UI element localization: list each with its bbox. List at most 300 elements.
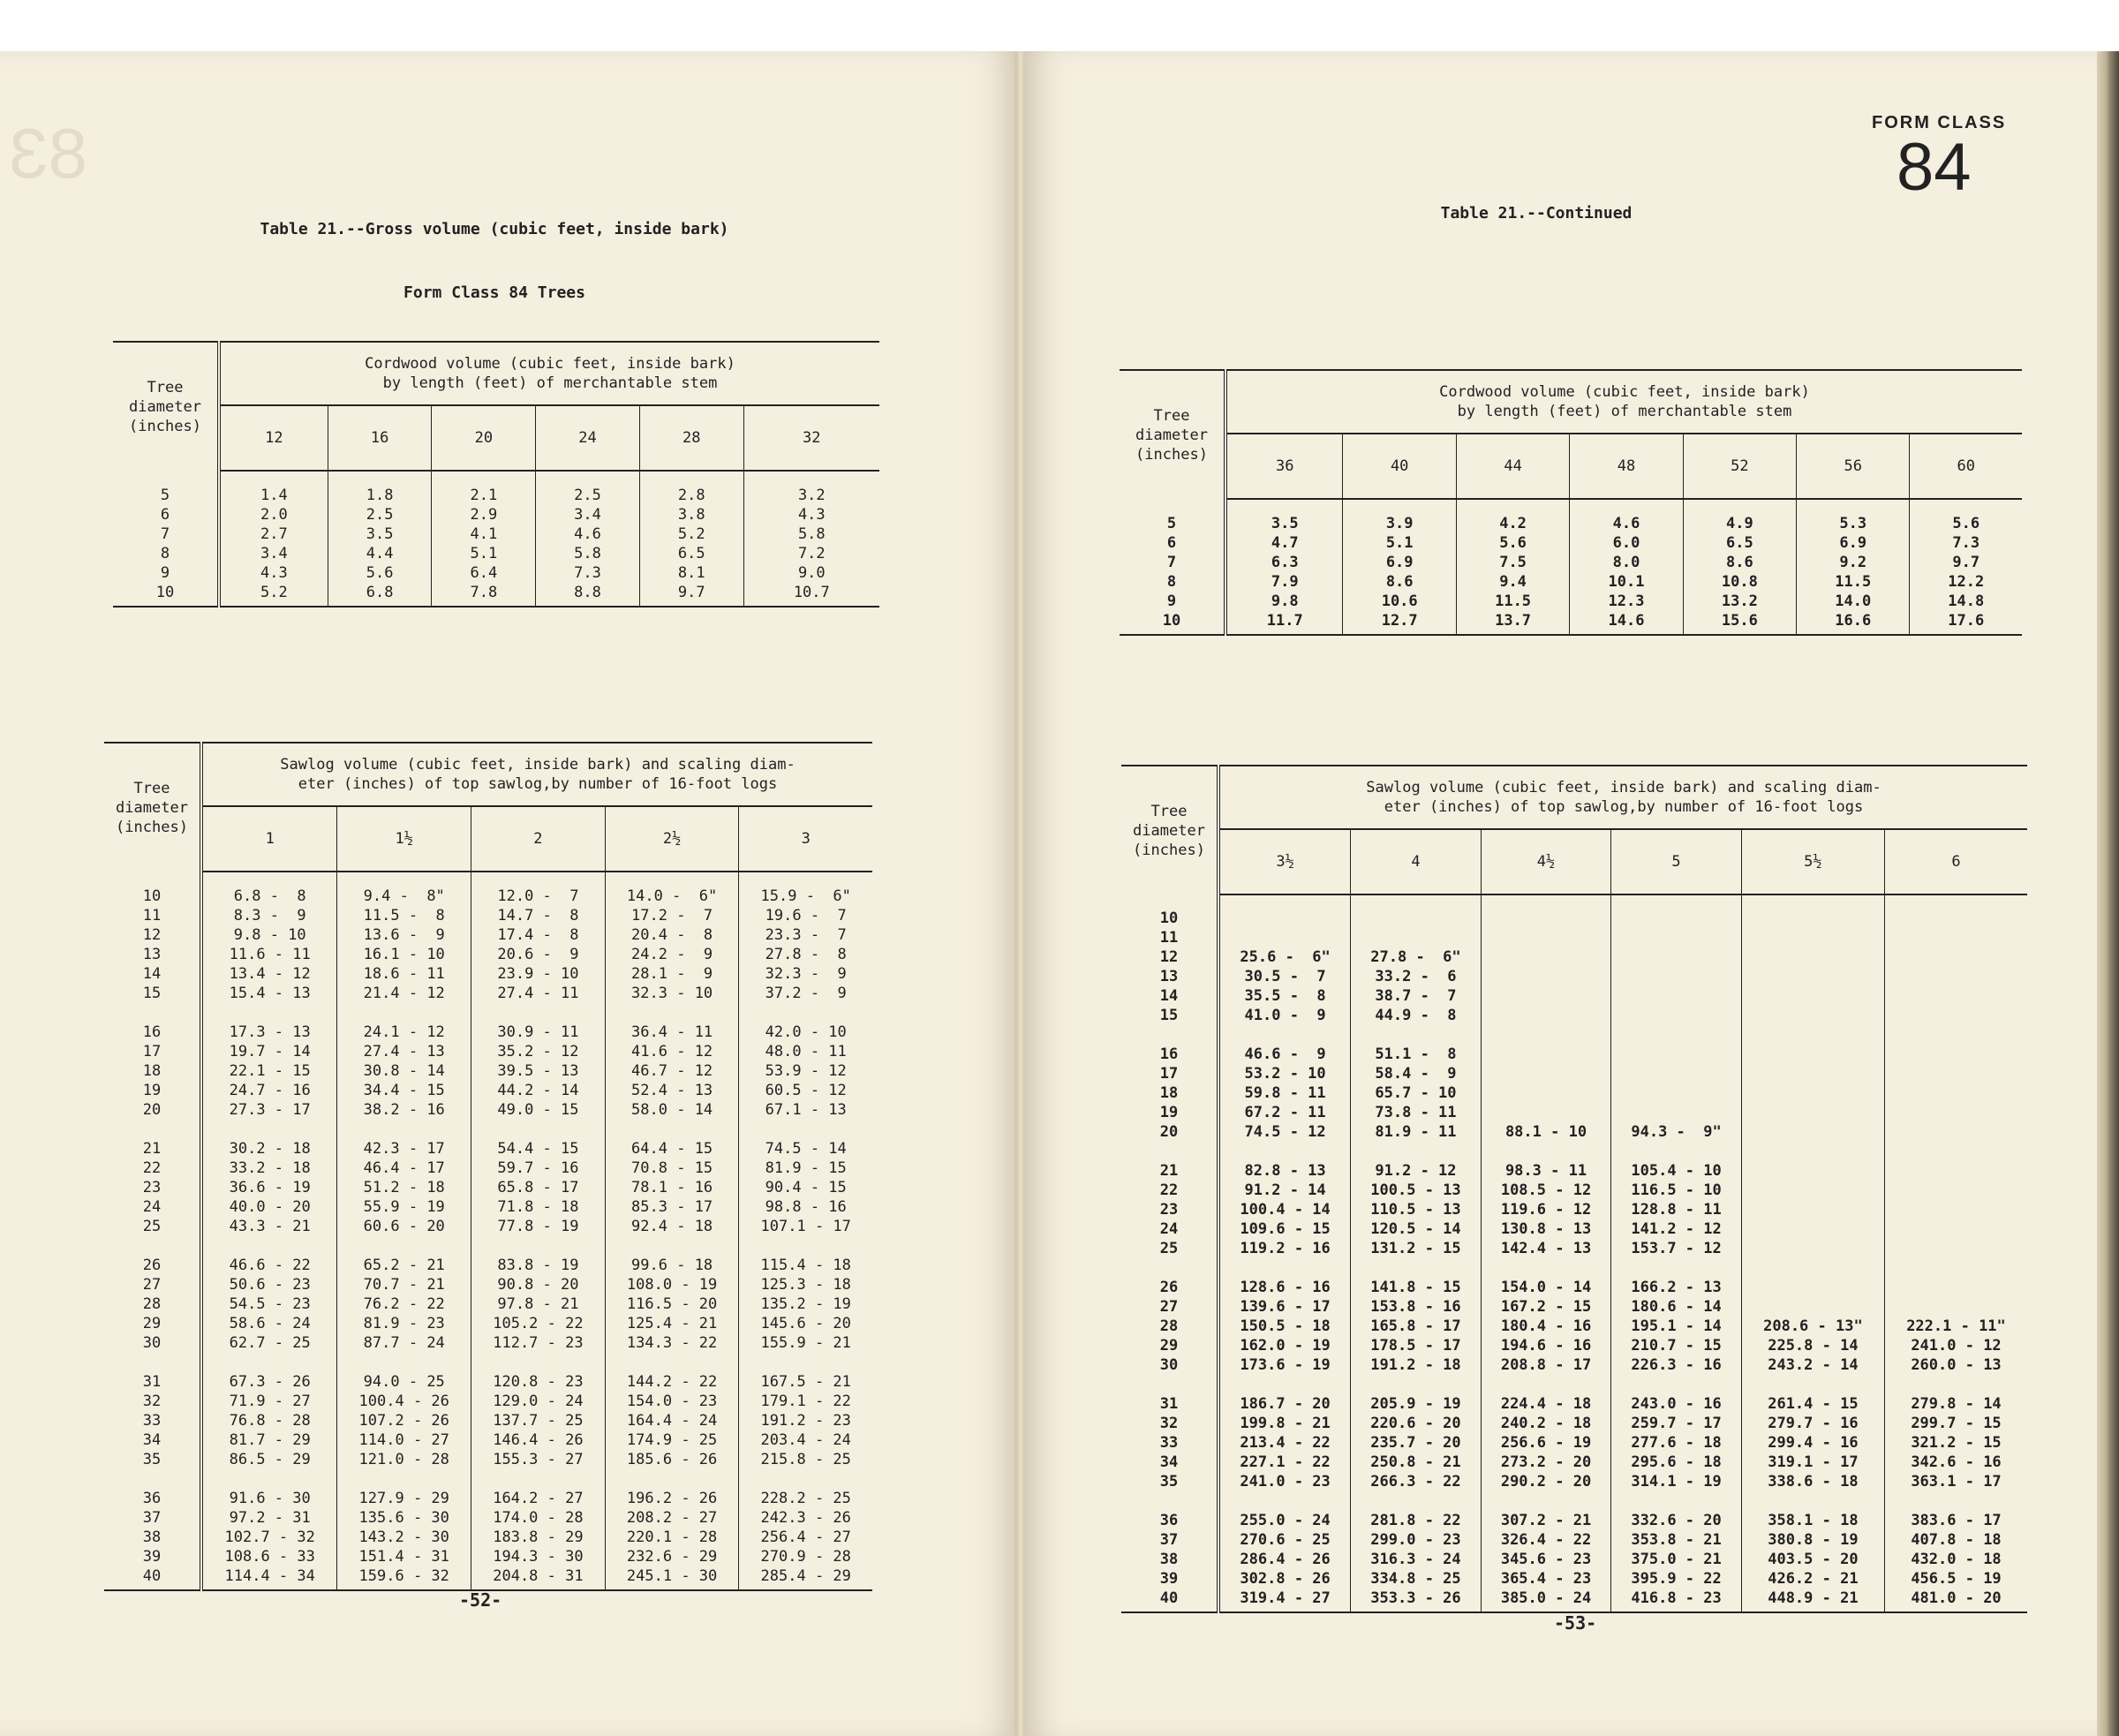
volume-cell: 162.0 - 19 [1240,1337,1331,1355]
column-header: 28 [639,405,743,471]
volume-cell: 97.8 - 21 [471,1294,606,1314]
volume-cell [1884,1181,2027,1200]
cordwood-table-right [1120,369,2022,636]
table-row [104,964,872,984]
column-header: 5½ [1741,829,1884,894]
table-row [1121,1025,2027,1064]
diameter-cell: 14 [1121,986,1218,1006]
volume-cell: 6.8 - 8 [233,887,306,905]
column-header: 6 [1884,829,2027,894]
volume-cell: 342.6 - 16 [1884,1453,2027,1472]
table-row [104,1294,872,1314]
volume-cell: 25.6 - 6" [1240,948,1331,966]
volume-cell: 109.6 - 15 [1240,1220,1331,1238]
volume-cell: 83.8 - 19 [471,1236,606,1275]
diameter-header: Tree diameter (inches) [1121,766,1218,894]
volume-cell: 5.6 [1456,533,1569,553]
volume-cell: 7.3 [536,563,640,583]
volume-cell: 24.7 - 16 [229,1082,311,1099]
table-row [104,945,872,964]
volume-cell [1611,1025,1742,1064]
volume-cell: 27.3 - 17 [229,1101,311,1119]
volume-cell: 191.2 - 18 [1351,1355,1482,1375]
volume-cell: 142.4 - 13 [1481,1239,1611,1258]
volume-cell: 9.4 [1456,572,1569,592]
volume-cell: 155.3 - 27 [471,1450,606,1469]
diameter-cell: 9 [1120,592,1225,611]
volume-cell: 232.6 - 29 [605,1547,739,1566]
volume-cell: 243.2 - 14 [1741,1355,1884,1375]
diameter-cell: 30 [1121,1355,1218,1375]
table-row [1120,611,2022,635]
volume-cell: 316.3 - 24 [1351,1550,1482,1569]
column-header: 48 [1570,434,1683,499]
table-title [221,177,768,346]
volume-cell: 94.3 - 9" [1611,1122,1742,1142]
volume-cell: 128.6 - 16 [1240,1279,1331,1296]
volume-cell: 17.6 [1910,611,2022,635]
volume-cell: 426.2 - 21 [1741,1569,1884,1589]
diameter-cell: 11 [1121,928,1218,947]
volume-cell: 196.2 - 26 [605,1469,739,1508]
table-row [104,1100,872,1120]
volume-cell [1741,1025,1884,1064]
volume-cell: 110.5 - 13 [1351,1200,1482,1219]
table-row [104,1430,872,1450]
volume-cell [1741,1122,1884,1142]
volume-cell: 235.7 - 20 [1351,1433,1482,1453]
volume-cell: 186.7 - 20 [1240,1395,1331,1413]
volume-cell: 285.4 - 29 [739,1566,872,1590]
volume-cell: 358.1 - 18 [1741,1491,1884,1530]
volume-cell: 270.9 - 28 [739,1547,872,1566]
volume-cell: 11.5 [1456,592,1569,611]
volume-cell: 19.6 - 7 [739,906,872,925]
volume-cell: 12.0 - 7 [471,872,606,906]
volume-cell: 51.1 - 8 [1351,1025,1482,1064]
diameter-cell: 27 [104,1275,201,1294]
volume-cell [1611,1006,1742,1025]
volume-cell: 9.4 - 8" [337,872,471,906]
table-row [1121,928,2027,947]
column-header: 60 [1910,434,2022,499]
page-number: -53- [1554,1612,1597,1634]
volume-cell: 2.0 [260,506,288,524]
volume-cell: 86.5 - 29 [229,1451,311,1468]
volume-cell: 62.7 - 25 [229,1334,311,1352]
volume-cell: 60.5 - 12 [739,1081,872,1100]
volume-cell: 67.2 - 11 [1244,1104,1326,1121]
volume-cell: 42.0 - 10 [739,1003,872,1042]
volume-cell: 128.8 - 11 [1611,1200,1742,1219]
volume-cell: 6.3 [1271,554,1299,571]
volume-cell: 166.2 - 13 [1611,1258,1742,1297]
volume-cell: 299.4 - 16 [1741,1433,1884,1453]
volume-cell: 255.0 - 24 [1240,1512,1331,1529]
column-header: 1 [201,806,337,872]
volume-cell: 125.4 - 21 [605,1314,739,1333]
volume-cell: 98.3 - 11 [1481,1142,1611,1181]
ghost-mark: 83 [9,114,87,192]
volume-cell [1884,1297,2027,1317]
volume-cell: 279.7 - 16 [1741,1414,1884,1433]
volume-cell: 30.5 - 7 [1244,968,1326,985]
volume-cell: 151.4 - 31 [337,1547,471,1566]
volume-cell [1481,986,1611,1006]
volume-cell: 102.7 - 32 [224,1528,315,1546]
volume-cell: 91.6 - 30 [229,1490,311,1507]
volume-cell: 141.2 - 12 [1611,1219,1742,1239]
volume-cell: 43.3 - 21 [229,1218,311,1235]
column-header: 3½ [1218,829,1351,894]
volume-cell: 144.2 - 22 [605,1353,739,1392]
volume-cell [1884,947,2027,967]
volume-cell: 19.7 - 14 [229,1043,311,1060]
volume-cell: 14.7 - 8 [471,906,606,925]
table-row [104,1411,872,1430]
diameter-cell: 8 [113,544,219,563]
diameter-cell: 31 [1121,1375,1218,1414]
diameter-cell: 7 [1120,553,1225,572]
volume-cell: 15.9 - 6" [739,872,872,906]
volume-cell: 3.8 [639,505,743,525]
volume-cell: 10.1 [1570,572,1683,592]
volume-cell [1741,894,1884,928]
volume-cell [1741,1181,1884,1200]
table-row [104,1159,872,1178]
volume-cell: 154.0 - 14 [1481,1258,1611,1297]
volume-cell: 208.6 - 13" [1741,1317,1884,1336]
table-row [1121,986,2027,1006]
volume-cell: 143.2 - 30 [337,1528,471,1547]
volume-cell: 256.4 - 27 [739,1528,872,1547]
volume-cell: 12.3 [1570,592,1683,611]
volume-cell: 14.6 [1570,611,1683,635]
volume-cell: 27.4 - 11 [471,984,606,1003]
volume-cell: 4.9 [1683,499,1796,533]
volume-cell: 14.0 [1797,592,1910,611]
volume-cell: 220.1 - 28 [605,1528,739,1547]
diameter-cell: 35 [1121,1472,1218,1491]
table-row [104,1333,872,1353]
volume-cell: 222.1 - 11" [1884,1317,2027,1336]
diameter-cell: 25 [1121,1239,1218,1258]
volume-cell: 385.0 - 24 [1481,1589,1611,1612]
volume-cell: 48.0 - 11 [739,1042,872,1061]
volume-cell: 6.5 [639,544,743,563]
volume-cell: 35.5 - 8 [1244,987,1326,1005]
volume-cell: 225.8 - 14 [1741,1336,1884,1355]
table-row [1120,592,2022,611]
diameter-cell: 18 [1121,1083,1218,1103]
form-class-label: FORM CLASS [1872,113,2007,132]
table-row [104,1197,872,1217]
page-number: -52- [459,1589,502,1611]
volume-cell: 178.5 - 17 [1351,1336,1482,1355]
volume-cell: 108.5 - 12 [1481,1181,1611,1200]
volume-cell: 105.2 - 22 [471,1314,606,1333]
volume-cell: 65.8 - 17 [471,1178,606,1197]
volume-cell: 6.5 [1683,533,1796,553]
table-row [113,471,879,505]
diameter-cell: 11 [104,906,201,925]
table-row [1121,1064,2027,1083]
volume-cell [1884,1142,2027,1181]
volume-cell: 28.1 - 9 [605,964,739,984]
volume-cell: 5.3 [1797,499,1910,533]
volume-cell: 448.9 - 21 [1741,1589,1884,1612]
volume-cell: 70.8 - 15 [605,1159,739,1178]
volume-cell: 9.8 - 10 [233,926,306,944]
table-row [104,984,872,1003]
volume-cell [1741,947,1884,967]
diameter-cell: 18 [104,1061,201,1081]
volume-cell: 11.6 - 11 [229,946,311,963]
volume-cell: 407.8 - 18 [1884,1530,2027,1550]
volume-cell: 13.4 - 12 [229,965,311,983]
volume-cell: 167.5 - 21 [739,1353,872,1392]
volume-cell: 164.4 - 24 [605,1411,739,1430]
volume-cell: 24.1 - 12 [337,1003,471,1042]
volume-cell: 134.3 - 22 [605,1333,739,1353]
volume-cell: 8.6 [1343,572,1456,592]
volume-cell: 77.8 - 19 [471,1217,606,1236]
volume-cell: 180.6 - 14 [1611,1297,1742,1317]
diameter-cell: 10 [113,583,219,607]
table-row [1121,1336,2027,1355]
volume-cell: 4.2 [1456,499,1569,533]
volume-cell: 208.2 - 27 [605,1508,739,1528]
table-row [104,1217,872,1236]
volume-cell: 51.2 - 18 [337,1178,471,1197]
volume-cell: 14.0 - 6" [605,872,739,906]
volume-cell: 114.0 - 27 [337,1430,471,1450]
diameter-cell: 38 [104,1528,201,1547]
volume-cell: 167.2 - 15 [1481,1297,1611,1317]
volume-cell: 220.6 - 20 [1351,1414,1482,1433]
diameter-cell: 28 [1121,1317,1218,1336]
volume-span-header: Sawlog volume (cubic feet, inside bark) and scaling diam- eter (inches) of top sawlog,by number of 16-foot logs [201,743,872,806]
column-header: 12 [219,405,328,471]
volume-cell: 5.6 [1910,499,2022,533]
volume-cell: 12.7 [1343,611,1456,635]
volume-cell [1741,1103,1884,1122]
volume-cell: 241.0 - 23 [1240,1473,1331,1491]
volume-cell: 365.4 - 23 [1481,1569,1611,1589]
volume-cell: 2.5 [328,505,432,525]
volume-cell [1884,928,2027,947]
volume-cell: 180.4 - 16 [1481,1317,1611,1336]
diameter-cell: 24 [1121,1219,1218,1239]
table-row [104,1353,872,1392]
volume-cell: 88.1 - 10 [1481,1122,1611,1142]
diameter-cell: 17 [104,1042,201,1061]
diameter-cell: 19 [1121,1103,1218,1122]
volume-cell: 3.4 [260,545,288,562]
volume-cell: 3.9 [1343,499,1456,533]
volume-cell [1884,1200,2027,1219]
volume-cell: 114.4 - 34 [201,1566,337,1590]
volume-cell: 13.6 - 9 [337,925,471,945]
volume-cell: 183.8 - 29 [471,1528,606,1547]
volume-cell: 139.6 - 17 [1240,1298,1331,1316]
diameter-cell: 19 [104,1081,201,1100]
table-row [1120,553,2022,572]
volume-cell: 41.6 - 12 [605,1042,739,1061]
volume-cell: 432.0 - 18 [1884,1550,2027,1569]
volume-cell [1481,947,1611,967]
table-row [1121,894,2027,928]
table-row [1121,967,2027,986]
volume-cell: 90.4 - 15 [739,1178,872,1197]
volume-cell [1611,986,1742,1006]
table-row [1121,1589,2027,1612]
volume-cell: 9.2 [1797,553,1910,572]
volume-cell [1611,928,1742,947]
table-row [104,1508,872,1528]
table-row [113,505,879,525]
volume-cell: 15.4 - 13 [229,985,311,1002]
volume-cell: 286.4 - 26 [1240,1551,1331,1568]
table-title: Table 21.--Continued [1440,204,1633,223]
diameter-cell: 20 [1121,1122,1218,1142]
volume-cell: 174.0 - 28 [471,1508,606,1528]
volume-cell: 55.9 - 19 [337,1197,471,1217]
volume-cell: 127.9 - 29 [337,1469,471,1508]
volume-cell: 16.6 [1797,611,1910,635]
volume-cell: 36.6 - 19 [229,1179,311,1196]
volume-cell: 67.3 - 26 [229,1373,311,1391]
table-row [1121,1083,2027,1103]
volume-cell: 9.7 [1910,553,2022,572]
diameter-cell: 34 [1121,1453,1218,1472]
table-row [1121,1219,2027,1239]
volume-cell: 150.5 - 18 [1240,1317,1331,1335]
volume-cell: 205.9 - 19 [1351,1375,1482,1414]
volume-cell: 58.4 - 9 [1351,1064,1482,1083]
volume-cell: 6.9 [1797,533,1910,553]
volume-cell: 105.4 - 10 [1611,1142,1742,1181]
diameter-cell: 28 [104,1294,201,1314]
diameter-cell: 10 [1121,894,1218,928]
volume-cell: 46.7 - 12 [605,1061,739,1081]
volume-cell: 226.3 - 16 [1611,1355,1742,1375]
volume-cell [1741,986,1884,1006]
diameter-cell: 21 [1121,1142,1218,1181]
column-header: 20 [432,405,536,471]
volume-cell: 81.9 - 15 [739,1159,872,1178]
volume-cell: 37.2 - 9 [739,984,872,1003]
volume-cell: 353.8 - 21 [1611,1530,1742,1550]
table-row [1121,1569,2027,1589]
volume-cell: 245.1 - 30 [605,1566,739,1590]
volume-cell: 78.1 - 16 [605,1178,739,1197]
volume-cell: 141.8 - 15 [1351,1258,1482,1297]
column-header: 3 [739,806,872,872]
diameter-cell: 7 [113,525,219,544]
volume-cell: 15.6 [1683,611,1796,635]
volume-cell: 107.2 - 26 [337,1411,471,1430]
diameter-cell: 5 [113,471,219,505]
volume-cell: 153.7 - 12 [1611,1239,1742,1258]
table-row [1121,1491,2027,1530]
volume-cell [1741,1258,1884,1297]
volume-cell: 17.3 - 13 [229,1023,311,1041]
volume-cell: 179.1 - 22 [739,1392,872,1411]
volume-cell: 242.3 - 26 [739,1508,872,1528]
column-header: 1½ [337,806,471,872]
volume-cell: 129.0 - 24 [471,1392,606,1411]
volume-cell [1884,986,2027,1006]
volume-cell: 481.0 - 20 [1884,1589,2027,1612]
diameter-cell: 14 [104,964,201,984]
volume-cell: 173.6 - 19 [1240,1356,1331,1374]
volume-cell: 224.4 - 18 [1481,1375,1611,1414]
volume-cell [1884,1025,2027,1064]
volume-cell: 87.7 - 24 [337,1333,471,1353]
volume-cell: 10.7 [743,583,879,607]
diameter-cell: 13 [1121,967,1218,986]
volume-cell [1884,1239,2027,1258]
diameter-cell: 27 [1121,1297,1218,1317]
column-header: 2½ [605,806,739,872]
volume-cell: 27.8 - 6" [1351,947,1482,967]
volume-cell: 3.4 [536,505,640,525]
volume-cell: 2.1 [432,471,536,505]
diameter-cell: 37 [104,1508,201,1528]
volume-cell: 241.0 - 12 [1884,1336,2027,1355]
volume-span-header: Cordwood volume (cubic feet, inside bark) by length (feet) of merchantable stem [1225,370,2022,434]
volume-cell: 185.6 - 26 [605,1450,739,1469]
table-row [104,1236,872,1275]
volume-cell: 13.7 [1456,611,1569,635]
table-row [113,583,879,607]
table-row [1121,1550,2027,1569]
table-row [113,544,879,563]
table-row [104,1275,872,1294]
volume-cell [1351,894,1482,928]
volume-cell: 314.1 - 19 [1611,1472,1742,1491]
volume-cell: 213.4 - 22 [1240,1434,1331,1452]
volume-cell: 199.8 - 21 [1240,1415,1331,1432]
diameter-cell: 35 [104,1450,201,1469]
diameter-cell: 30 [104,1333,201,1353]
volume-cell [1884,1258,2027,1297]
volume-cell: 345.6 - 23 [1481,1550,1611,1569]
volume-cell: 290.2 - 20 [1481,1472,1611,1491]
volume-cell: 2.7 [260,525,288,543]
table-row [1121,1103,2027,1122]
table-row [104,1547,872,1566]
volume-cell: 41.0 - 9 [1244,1007,1326,1024]
volume-cell: 6.9 [1343,553,1456,572]
volume-cell: 153.8 - 16 [1351,1297,1482,1317]
volume-cell: 44.2 - 14 [471,1081,606,1100]
volume-cell: 338.6 - 18 [1741,1472,1884,1491]
volume-cell: 30.9 - 11 [471,1003,606,1042]
volume-cell: 17.2 - 7 [605,906,739,925]
table-row [1121,1414,2027,1433]
volume-cell: 4.6 [536,525,640,544]
volume-cell: 174.9 - 25 [605,1430,739,1450]
volume-cell: 115.4 - 18 [739,1236,872,1275]
table-row [1121,1297,2027,1317]
diameter-header: Tree diameter (inches) [1120,370,1225,499]
volume-cell: 125.3 - 18 [739,1275,872,1294]
volume-cell [1218,894,1351,928]
volume-cell: 302.8 - 26 [1240,1570,1331,1588]
volume-cell [1741,1006,1884,1025]
